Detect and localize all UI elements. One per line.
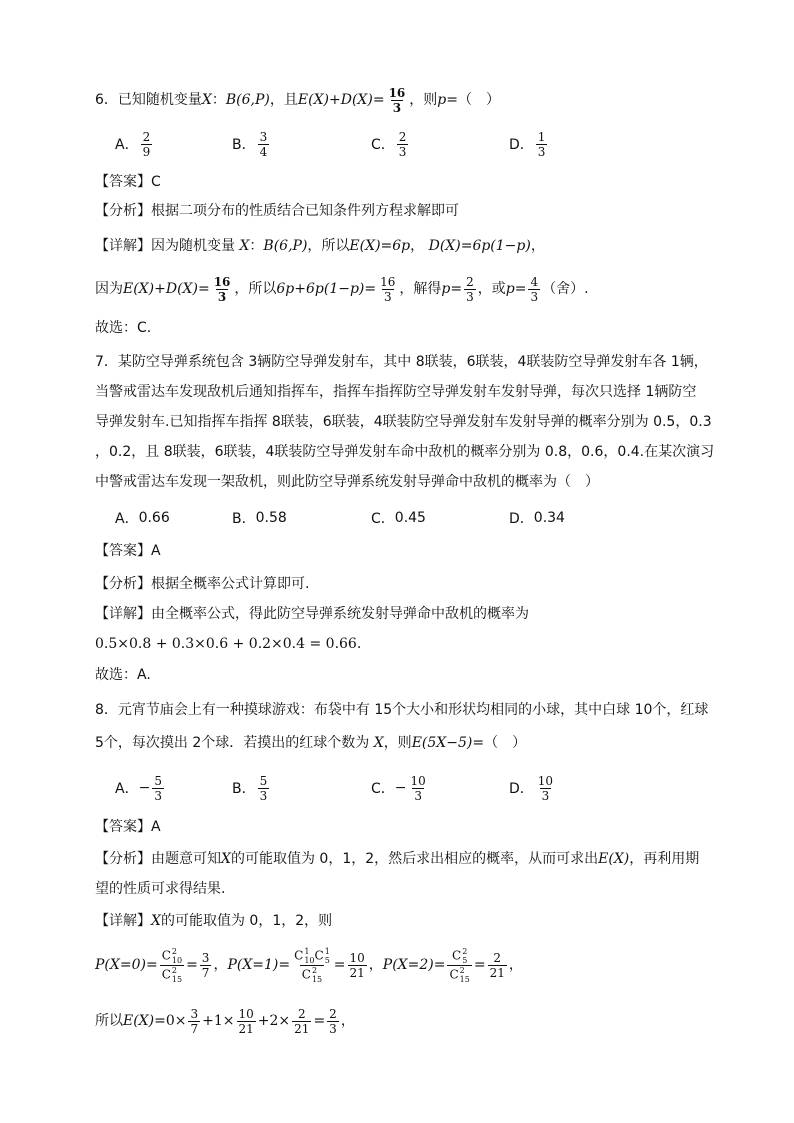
math-frac <box>528 275 540 304</box>
stem-text: （ ） <box>484 735 527 751</box>
option-letter: C． <box>371 781 395 797</box>
q8-option-a[interactable] <box>115 768 166 808</box>
option-letter: C． <box>371 511 395 527</box>
option-letter: A． <box>115 511 139 527</box>
frac-den: 3 <box>329 1021 337 1036</box>
q7-answer <box>95 541 161 561</box>
option-sign: − <box>394 780 407 796</box>
separator: ， <box>213 957 228 973</box>
q6-option-d[interactable] <box>509 124 549 164</box>
q6-answer <box>95 172 161 192</box>
analysis-tag: 【分析】 <box>95 203 151 219</box>
math-p2: P(X=2)= <box>382 957 446 973</box>
separator: ， <box>368 957 383 973</box>
frac-den: 21 <box>349 965 365 980</box>
option-value: 0.66 <box>138 510 170 526</box>
frac-den: C 2 15 <box>449 965 470 984</box>
option-letter: D． <box>509 781 534 797</box>
q8-option-b[interactable] <box>232 768 271 808</box>
math-frac <box>488 951 507 980</box>
stem-text: 5个，每次摸出 2个球．若摸出的红球个数为 <box>95 735 370 751</box>
frac-num: 2 <box>398 129 407 144</box>
answer-tag: 【答案】 <box>95 819 151 835</box>
q7-option-d[interactable] <box>509 498 565 538</box>
frac-den: 7 <box>201 965 210 980</box>
detail-text: ，所以 <box>234 281 277 297</box>
frac-num: 16 <box>213 274 231 289</box>
math-frac <box>348 951 367 980</box>
eq-sign: = <box>473 957 486 973</box>
frac-num: 16 <box>388 85 406 100</box>
option-frac <box>141 130 153 159</box>
analysis-text: 根据全概率公式计算即可. <box>151 576 310 592</box>
frac-num: 10 <box>537 773 554 788</box>
q6-analysis <box>95 201 459 221</box>
detail-text: 由全概率公式，得此防空导弹系统发射导弹命中敌机的概率为 <box>151 606 529 622</box>
frac-num: 10 <box>349 950 365 965</box>
frac-den: 4 <box>259 144 268 159</box>
separator: ， <box>508 957 523 973</box>
math-comb-frac <box>447 947 471 984</box>
stem-text: ，则 <box>383 735 412 751</box>
frac-den: C 2 15 <box>301 965 323 984</box>
frac-den: 3 <box>541 788 550 803</box>
option-frac <box>409 774 428 803</box>
math-p0: P(X=0)= <box>95 957 158 973</box>
math-x: X <box>239 238 250 254</box>
detail-text: 所以 <box>95 1013 123 1029</box>
option-letter: D． <box>509 137 534 153</box>
q6-option-b[interactable] <box>232 124 271 164</box>
math-term: +1× <box>202 1013 235 1029</box>
option-frac <box>536 130 548 159</box>
answer-value: C <box>151 174 161 190</box>
frac-num: 10 <box>238 1006 254 1021</box>
detail-text: （舍）. <box>542 281 589 297</box>
math-e5x: E(5X−5)= <box>411 735 485 751</box>
q7-formula: 0.5×0.8 + 0.3×0.6 + 0.2×0.4 = 0.66. <box>95 636 362 652</box>
frac-num: 1 <box>537 129 546 144</box>
math-term: 0× <box>165 1013 187 1029</box>
q7-option-b[interactable] <box>232 498 287 538</box>
q6-detail-line1: 【详解】因为随机变量 X：B(6,P)，所以E(X)=6p， D(X)=6p(1−p)， <box>95 238 545 254</box>
q6-stem-a: 6．已知随机变量 <box>95 92 202 108</box>
q6-ed-expr: E(X)+D(X)= <box>297 92 385 108</box>
math-x: X <box>221 851 231 867</box>
frac-num: 16 <box>380 274 396 289</box>
q6-stem <box>95 86 500 114</box>
math-frac <box>188 1007 200 1036</box>
frac-den: 3 <box>217 289 227 304</box>
analysis-tag: 【分析】 <box>95 851 151 867</box>
frac-den: 3 <box>530 289 539 304</box>
detail-text: 的可能取值为 0，1，2，则 <box>160 913 333 929</box>
q7-stem-line: 导弹发射车.已知指挥车指挥 8联装，6联装，4联装防空导弹发射车发射导弹的概率分别为 0.5，0.3 <box>95 414 712 430</box>
q8-detail <box>95 911 332 931</box>
frac-num: 10 <box>410 773 426 788</box>
q6-p-eq: p= <box>437 92 458 108</box>
eq-sign: = <box>186 957 198 973</box>
math-eq: 6p+6p(1−p)= <box>276 281 377 297</box>
q6-frac-16-3 <box>387 86 408 115</box>
analysis-text: ，再利用期 <box>629 851 700 867</box>
math-frac <box>378 275 397 304</box>
option-letter: A． <box>115 781 139 797</box>
option-frac <box>258 130 270 159</box>
option-letter: A． <box>115 137 139 153</box>
q7-stem-line: 中警戒雷达车发现一架敌机，则此防空导弹系统发射导弹命中敌机的概率为（ ） <box>95 474 599 490</box>
math-dx: D(X)=6p(1−p) <box>428 238 531 254</box>
math-comb-frac <box>292 947 332 984</box>
math-p: p= <box>441 281 463 297</box>
analysis-text: 的可能取值为 0，1，2，然后求出相应的概率，从而可求出 <box>230 851 599 867</box>
math-binom: B(6,P) <box>263 238 308 254</box>
frac-num: 2 <box>466 274 474 289</box>
detail-text: ，所以 <box>307 238 350 254</box>
detail-text: 因为随机变量 <box>151 238 235 254</box>
frac-num: 3 <box>201 950 210 965</box>
frac-den: 21 <box>294 1021 310 1036</box>
q8-stem-line2 <box>95 733 526 753</box>
q8-stem-line1: 8．元宵节庙会上有一种摸球游戏：布袋中有 15个大小和形状均相同的小球，其中白球 10个，红球 <box>95 702 709 718</box>
q6-colon: ： <box>211 92 226 108</box>
frac-num: 2 <box>329 1006 337 1021</box>
q8-analysis-line2: 望的性质可求得结果. <box>95 881 226 897</box>
frac-num: 3 <box>259 129 268 144</box>
math-frac <box>237 1007 256 1036</box>
comb-index: 2 15 <box>171 965 183 984</box>
option-sign: − <box>138 780 151 796</box>
math-ex: E(X) <box>598 851 630 867</box>
frac-num: 5 <box>154 773 162 788</box>
math-x: X <box>151 913 161 929</box>
q7-detail <box>95 604 529 624</box>
comb-index: 1 10 <box>304 946 315 965</box>
frac-num: 3 <box>190 1006 199 1021</box>
option-letter: B． <box>232 511 256 527</box>
answer-value: A <box>151 543 161 559</box>
math-ex: E(X)= <box>123 1013 166 1029</box>
detail-text: ，解得 <box>399 281 442 297</box>
frac-den: 3 <box>259 788 268 803</box>
option-letter: C． <box>371 137 395 153</box>
answer-tag: 【答案】 <box>95 543 151 559</box>
math-term: +2× <box>257 1013 291 1029</box>
math-p: p= <box>505 281 527 297</box>
detail-tag: 【详解】 <box>95 606 151 622</box>
math-frac <box>327 1007 339 1036</box>
q6-detail-line2 <box>95 272 589 306</box>
frac-den: 3 <box>398 144 407 159</box>
detail-tag: 【详解】 <box>95 913 151 929</box>
math-x: X <box>373 735 384 751</box>
option-frac <box>258 774 270 803</box>
frac-num: C 1 10 C 1 5 <box>294 946 330 965</box>
comb-index: 1 5 <box>324 946 330 965</box>
frac-den: 3 <box>414 788 422 803</box>
answer-tag: 【答案】 <box>95 174 151 190</box>
math-ed: E(X)+D(X)= <box>123 281 210 297</box>
eq-sign: = <box>313 1013 326 1029</box>
q8-option-d[interactable] <box>509 768 557 808</box>
q6-stem-b: ，且 <box>269 92 298 108</box>
frac-num: C 2 10 <box>161 946 183 965</box>
q6-var-x: X <box>201 92 212 108</box>
comb-index: 2 15 <box>311 965 323 984</box>
option-letter: B． <box>232 137 256 153</box>
frac-den: 3 <box>383 289 392 304</box>
frac-den: 3 <box>466 289 474 304</box>
q7-stem-line: ，0.2，且 8联装，6联装，4联装防空导弹发射车命中敌机的概率分别为 0.8，0.6，0.4.在某次演习 <box>95 444 715 460</box>
q8-probabilities <box>95 945 523 985</box>
q7-stem-line: 当警戒雷达车发现敌机后通知指挥车，指挥车指挥防空导弹发射车发射导弹，每次只选择 1辆防空 <box>95 384 697 400</box>
frac-den: 3 <box>154 788 162 803</box>
q8-option-c[interactable] <box>371 768 430 808</box>
q7-option-a[interactable] <box>115 498 170 538</box>
math-frac <box>292 1007 311 1036</box>
frac-den: 3 <box>537 144 546 159</box>
option-frac <box>536 774 555 803</box>
frac-den: 7 <box>190 1021 199 1036</box>
math-frac <box>212 275 233 304</box>
analysis-tag: 【分析】 <box>95 576 151 592</box>
frac-num: C 2 5 <box>452 946 468 965</box>
q8-expectation <box>95 1001 355 1041</box>
q7-stem-line: 7．某防空导弹系统包含 3辆防空导弹发射车，其中 8联装，6联装，4联装防空导弹发射车各 1辆， <box>95 354 708 370</box>
q7-conclusion: 故选：A. <box>95 667 151 683</box>
q6-stem-c: ，则 <box>409 92 438 108</box>
comb-index: 2 5 <box>462 946 468 965</box>
analysis-text: 根据二项分布的性质结合已知条件列方程求解即可 <box>151 203 459 219</box>
q6-stem-d: （ ） <box>457 92 500 108</box>
analysis-text: 由题意可知 <box>151 851 221 867</box>
q6-binom: B(6,P) <box>225 92 270 108</box>
option-letter: B． <box>232 781 256 797</box>
frac-den: 21 <box>489 965 505 980</box>
q6-conclusion: 故选：C. <box>95 320 152 336</box>
option-frac <box>152 774 164 803</box>
q7-analysis <box>95 574 309 594</box>
math-frac <box>200 951 212 980</box>
detail-tag: 【详解】 <box>95 238 151 254</box>
detail-text: 因为 <box>95 281 123 297</box>
frac-num: 5 <box>259 773 268 788</box>
option-letter: D． <box>509 511 534 527</box>
frac-den: 21 <box>238 1021 254 1036</box>
frac-num: 4 <box>530 274 539 289</box>
q7-option-c[interactable] <box>371 498 426 538</box>
option-value: 0.34 <box>533 510 565 526</box>
detail-text: ， <box>530 238 545 254</box>
answer-value: A <box>151 819 161 835</box>
option-value: 0.45 <box>394 510 426 526</box>
frac-den: 3 <box>392 100 402 115</box>
comb-index: 2 15 <box>459 965 470 984</box>
frac-den: C 2 15 <box>161 965 183 984</box>
math-comb-frac <box>160 947 184 984</box>
q8-analysis-line1 <box>95 849 699 869</box>
comb-index: 2 10 <box>171 946 183 965</box>
q6-option-c[interactable] <box>371 124 410 164</box>
eq-sign: = <box>333 957 346 973</box>
math-p1: P(X=1)= <box>227 957 291 973</box>
option-frac <box>397 130 409 159</box>
frac-den: 9 <box>142 144 151 159</box>
frac-num: 2 <box>493 950 502 965</box>
detail-text: ，或 <box>477 281 506 297</box>
separator: ， <box>340 1013 355 1029</box>
math-ex: E(X)=6p <box>349 238 411 254</box>
detail-text: ， <box>410 238 425 254</box>
q6-option-a[interactable] <box>115 124 154 164</box>
option-value: 0.58 <box>255 510 287 526</box>
frac-num: 2 <box>297 1006 306 1021</box>
q8-answer <box>95 817 161 837</box>
math-frac <box>464 275 476 304</box>
frac-num: 2 <box>142 129 151 144</box>
